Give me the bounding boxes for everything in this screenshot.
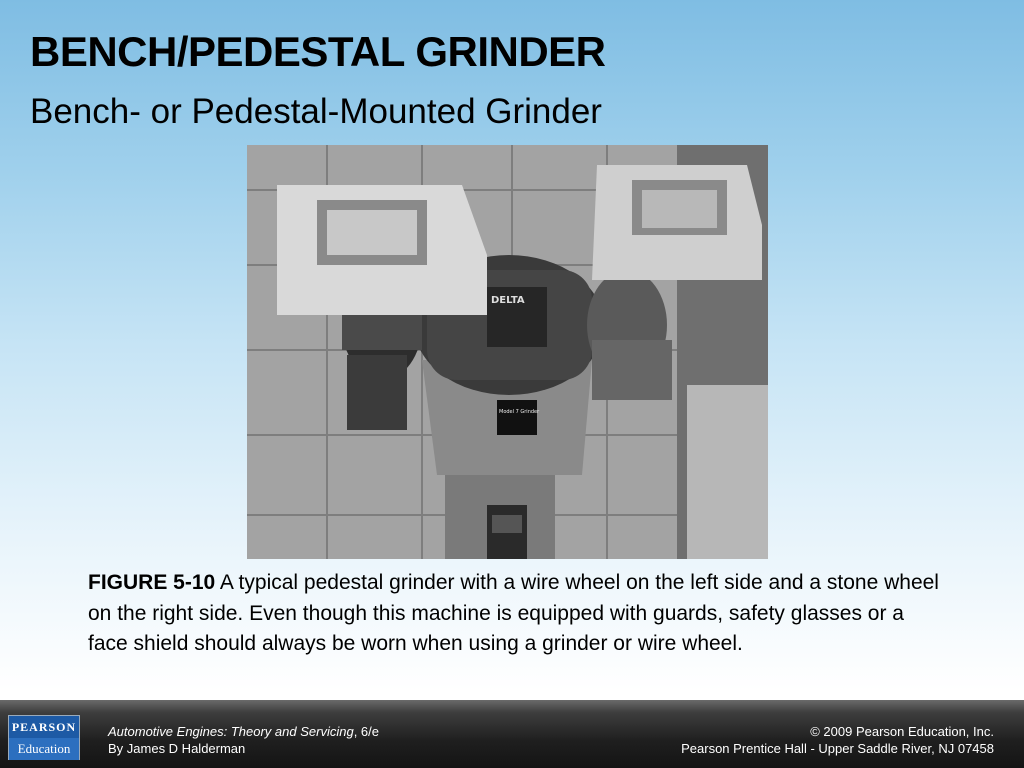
caption-text: A typical pedestal grinder with a wire wheel on the left side and a stone wheel on the right side. Even though this machine is equipped with guards, safety glasses or a face shield should always be worn when using a grinder or wire wheel. [88,571,939,655]
brand-plate-label: DELTA [491,295,525,306]
copyright-text: © 2009 Pearson Education, Inc. [810,724,994,739]
book-title: Automotive Engines: Theory and Servicing [108,724,354,739]
logo-top-text: PEARSON [9,716,79,738]
slide-footer [0,700,1024,768]
book-edition: , 6/e [353,724,379,739]
model-plate-label: Model 7 Grinder [499,409,540,415]
footer-copyright [681,723,994,757]
slide-title: BENCH/PEDESTAL GRINDER [30,28,606,75]
logo-bottom-text: Education [9,738,79,760]
footer-book-info [108,723,379,757]
figure-caption [88,568,948,660]
slide-subtitle: Bench- or Pedestal-Mounted Grinder [30,92,602,131]
grinder-photo [247,145,768,559]
figure-label: FIGURE 5-10 [88,571,216,594]
publisher-text: Pearson Prentice Hall - Upper Saddle River, NJ 07458 [681,741,994,756]
book-author: By James D Halderman [108,741,246,756]
pearson-logo [8,715,80,760]
